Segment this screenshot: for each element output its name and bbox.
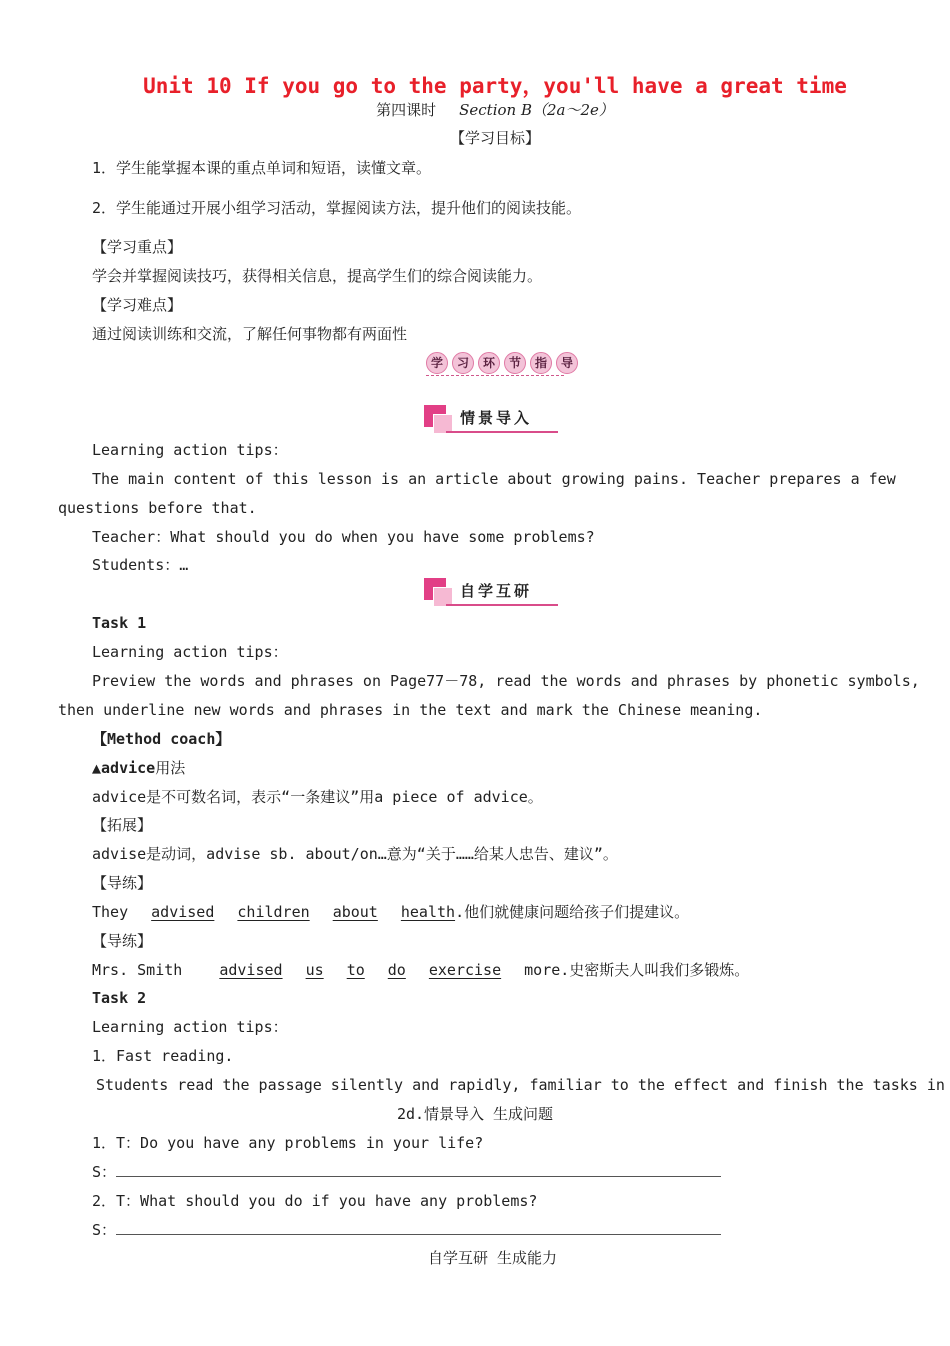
intro-paragraph-line1: The main content of this lesson is an article about growing pains. Teacher prepares a few: [92, 470, 896, 488]
answer-line-1: [92, 1162, 721, 1182]
sentence-prefix: They: [92, 903, 129, 921]
practice-sentence-2: [92, 960, 749, 980]
answer-blank: advised: [219, 961, 283, 979]
key-points-text: 学会并掌握阅读技巧，获得相关信息，提高学生们的综合阅读能力。: [92, 267, 543, 285]
practice-sentence-1: [92, 902, 689, 922]
fast-reading-heading: 1．Fast reading.: [92, 1047, 234, 1065]
difficulties-heading: 【学习难点】: [92, 296, 183, 314]
answer-blank: children: [237, 903, 310, 921]
answer-blank-line[interactable]: [116, 1162, 721, 1177]
section-underline: [446, 431, 558, 433]
banner-char: 环: [478, 352, 500, 374]
sentence-prefix: Mrs. Smith: [92, 961, 183, 979]
lesson-subtitle: [0, 100, 950, 120]
advice-usage-text: advice是不可数名词，表示“一条建议”用a piece of advice。: [92, 788, 543, 806]
document-title: Unit 10 If you go to the party，you'll have a great time: [143, 74, 847, 98]
banner-char: 指: [530, 352, 552, 374]
fast-reading-text: Students read the passage silently and rapidly, familiar to the effect and finish the tasks in: [96, 1076, 945, 1094]
intro-paragraph-line2: questions before that.: [58, 499, 257, 517]
section-header-selfstudy: [424, 578, 558, 606]
answer-line-2: [92, 1220, 721, 1240]
method-coach-heading: 【Method coach】: [92, 730, 231, 748]
section-underline: [446, 604, 558, 606]
answer-blank-line[interactable]: [116, 1220, 721, 1235]
answer-blank: to: [346, 961, 365, 979]
question-2: 2．T：What should you do if you have any problems?: [92, 1192, 538, 1210]
task2-heading: Task 2: [92, 989, 147, 1007]
sentence-suffix: .他们就健康问题给孩子们提建议。: [455, 903, 690, 921]
sentence-suffix: more.史密斯夫人叫我们多锻炼。: [524, 961, 750, 979]
answer-blank: advised: [151, 903, 215, 921]
answer-blank: do: [387, 961, 406, 979]
answer-blank: health: [400, 903, 456, 921]
difficulties-text: 通过阅读训练和交流，了解任何事物都有两面性: [92, 325, 408, 343]
fast-reading-text-line2: 2d.情景导入 生成问题: [396, 1105, 554, 1123]
answer-blank: about: [332, 903, 378, 921]
answer-blank: us: [305, 961, 324, 979]
intro-students-answer: Students：…: [92, 556, 189, 574]
key-points-heading: 【学习重点】: [92, 238, 183, 256]
advice-usage-heading: [92, 758, 185, 778]
intro-teacher-question: Teacher：What should you do when you have some problems?: [92, 528, 595, 546]
advice-usage-word: ▲advice: [92, 759, 156, 777]
banner-underline: [426, 375, 564, 376]
expand-text: advise是动词，advise sb. about/on…意为“关于……给某人忠告、建议”。: [92, 845, 618, 863]
practice-heading-2: 【导练】: [92, 932, 153, 950]
answer-label: S：: [92, 1221, 117, 1239]
section-label: 情景导入: [460, 409, 533, 427]
task1-paragraph-line2: then underline new words and phrases in the text and mark the Chinese meaning.: [58, 701, 763, 719]
banner-char: 节: [504, 352, 526, 374]
banner-char: 学: [426, 352, 448, 374]
subtitle-en: Section B（2a～2e）: [459, 101, 614, 119]
section-label: 自学互研: [460, 582, 533, 600]
objective-1: 1．学生能掌握本课的重点单词和短语，读懂文章。: [92, 159, 432, 177]
expand-heading: 【拓展】: [92, 816, 153, 834]
task1-tips: Learning action tips：: [92, 643, 288, 661]
question-1: 1．T：Do you have any problems in your life?: [92, 1134, 484, 1152]
section-header-intro: [424, 405, 558, 433]
section-footer-label: 自学互研 生成能力: [427, 1249, 558, 1267]
banner-char: 导: [556, 352, 578, 374]
banner-char: 习: [452, 352, 474, 374]
intro-tips: Learning action tips：: [92, 441, 288, 459]
objectives-heading: 【学习目标】: [449, 129, 540, 147]
study-guide-banner: [426, 352, 573, 376]
task1-paragraph-line1: Preview the words and phrases on Page77－78, read the words and phrases by phonetic symbols,: [92, 672, 920, 690]
answer-blank: exercise: [428, 961, 502, 979]
answer-label: S：: [92, 1163, 117, 1181]
subtitle-cn: 第四课时: [376, 101, 437, 119]
objective-2: 2．学生能通过开展小组学习活动，掌握阅读方法，提升他们的阅读技能。: [92, 199, 582, 217]
task1-heading: Task 1: [92, 614, 147, 632]
task2-tips: Learning action tips：: [92, 1018, 288, 1036]
practice-heading: 【导练】: [92, 874, 153, 892]
advice-usage-cn: 用法: [155, 759, 186, 777]
